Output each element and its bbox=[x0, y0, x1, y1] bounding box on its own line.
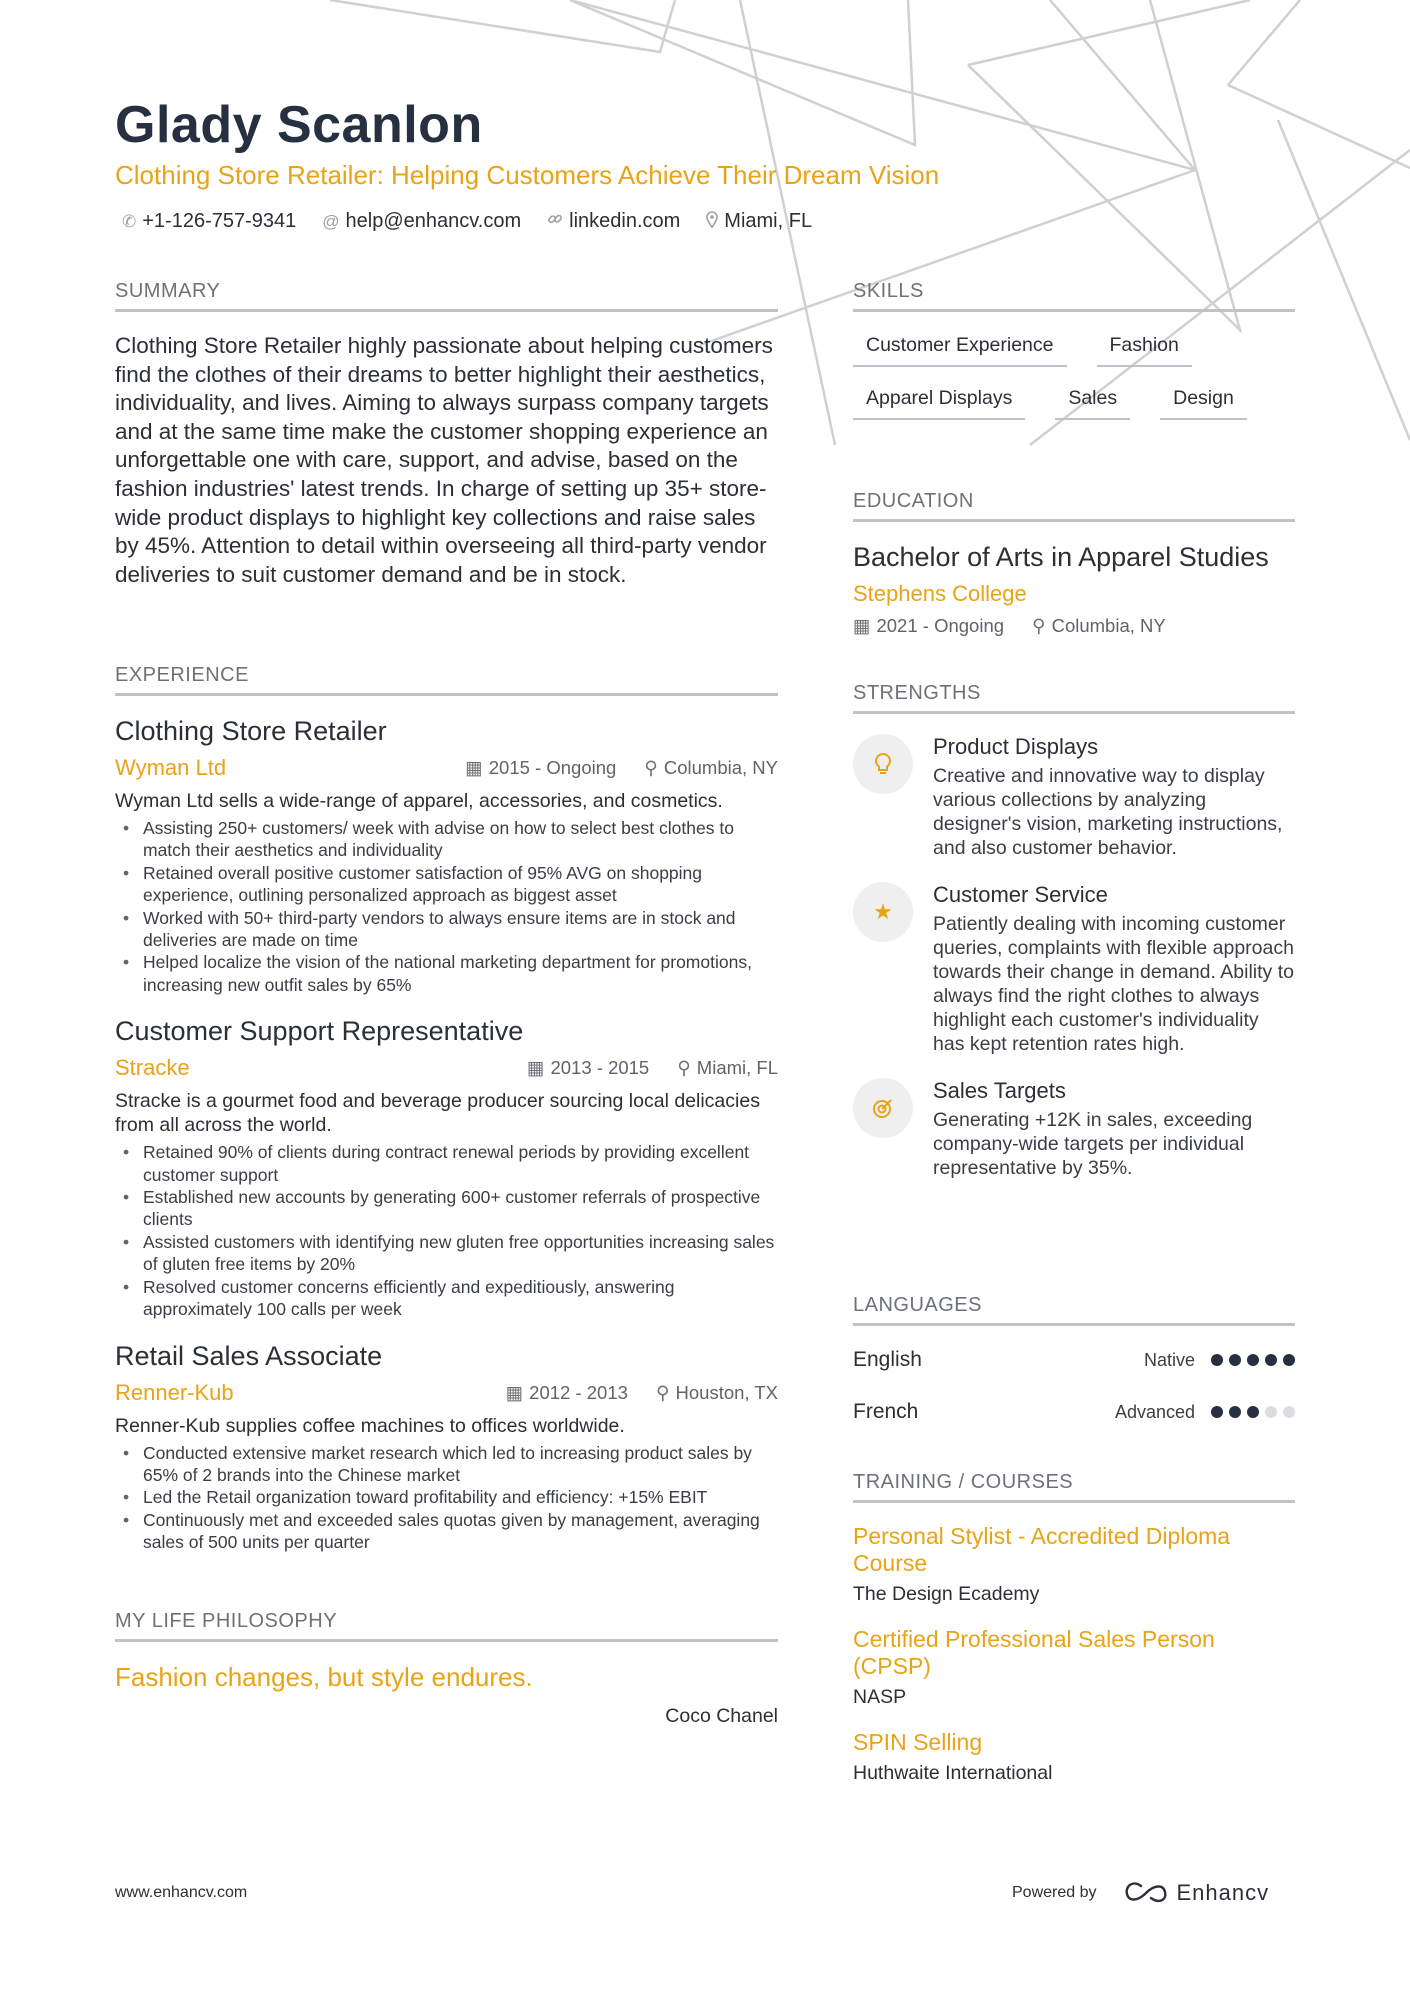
contact-email-text: help@enhancv.com bbox=[345, 210, 522, 232]
job-company: Renner-Kub bbox=[115, 1379, 234, 1405]
job-bullet: • Assisted customers with identifying new gluten free opportunities increasing sales of gluten free items by 20% bbox=[143, 1231, 778, 1276]
strength-item bbox=[853, 1078, 1295, 1180]
powered-by[interactable] bbox=[1012, 1880, 1269, 1906]
job-bullets bbox=[115, 1442, 778, 1554]
course-org: The Design Ecademy bbox=[853, 1583, 1040, 1605]
target-icon bbox=[853, 1078, 913, 1138]
location-pin-icon: ⚲ bbox=[1032, 615, 1046, 636]
job-bullet: • Resolved customer concerns efficiently and expeditiously, answering approximately 100 calls per week bbox=[143, 1276, 778, 1321]
rating-dot-filled bbox=[1229, 1354, 1241, 1366]
contact-email[interactable] bbox=[322, 210, 521, 233]
job-bullet: • Continuously met and exceeded sales quotas given by management, averaging sales of 500 units per quarter bbox=[143, 1509, 778, 1554]
skill-tag: Fashion bbox=[1097, 334, 1192, 367]
job-description: Wyman Ltd sells a wide-range of apparel, accessories, and cosmetics. bbox=[115, 790, 723, 812]
language-row bbox=[853, 1400, 1295, 1424]
job-entry bbox=[115, 1016, 778, 1320]
languages-heading: LANGUAGES bbox=[853, 1294, 1295, 1326]
rating-dot-filled bbox=[1247, 1406, 1259, 1418]
strength-description: Creative and innovative way to display various collections by analyzing designer's vision, marketing instructions, and also customer behavior. bbox=[933, 765, 1283, 859]
contact-location-text: Miami, FL bbox=[724, 210, 813, 232]
job-company: Wyman Ltd bbox=[115, 755, 227, 780]
course-title: Certified Professional Sales Person (CPSP) bbox=[853, 1626, 1215, 1679]
star-icon: ★ bbox=[853, 882, 913, 942]
at-icon: @ bbox=[322, 211, 340, 231]
job-title: Clothing Store Retailer bbox=[115, 716, 387, 746]
calendar-icon: ▦ bbox=[505, 1381, 524, 1403]
enhancv-logo-icon bbox=[1123, 1882, 1169, 1904]
skill-tag: Design bbox=[1160, 387, 1247, 420]
philosophy-author: Coco Chanel bbox=[665, 1705, 778, 1727]
language-name: French bbox=[853, 1400, 919, 1423]
strengths-section bbox=[853, 682, 1295, 1180]
job-bullets bbox=[115, 817, 778, 996]
powered-by-text: Powered by bbox=[1012, 1884, 1097, 1901]
lightbulb-icon bbox=[853, 734, 913, 794]
rating-dot-filled bbox=[1229, 1406, 1241, 1418]
contact-linkedin-text: linkedin.com bbox=[569, 210, 681, 232]
phone-icon: ✆ bbox=[122, 211, 137, 231]
strength-title: Sales Targets bbox=[933, 1078, 1066, 1103]
location-pin-icon bbox=[706, 211, 718, 233]
job-bullet: • Assisting 250+ customers/ week with advise on how to select best clothes to match their aesthetics and individuality bbox=[143, 817, 778, 862]
location-pin-icon: ⚲ bbox=[655, 1381, 670, 1403]
job-bullet: • Helped localize the vision of the national marketing department for promotions, increasing new outfit sales by 65% bbox=[143, 951, 778, 996]
contact-location bbox=[706, 210, 812, 233]
location-pin-icon: ⚲ bbox=[677, 1057, 691, 1079]
job-dates: 2012 - 2013 bbox=[529, 1381, 628, 1403]
candidate-tagline: Clothing Store Retailer: Helping Customers Achieve Their Dream Vision bbox=[115, 160, 940, 190]
contact-phone-text: +1-126-757-9341 bbox=[142, 210, 297, 232]
strength-title: Product Displays bbox=[933, 734, 1099, 759]
skills-heading: SKILLS bbox=[853, 280, 1295, 312]
job-bullet: • Conducted extensive market research which led to increasing product sales by 65% of 2 brands into the Chinese market bbox=[143, 1442, 778, 1487]
philosophy-section bbox=[115, 1610, 778, 1728]
rating-dot-filled bbox=[1265, 1354, 1277, 1366]
course-item bbox=[853, 1729, 1295, 1785]
philosophy-quote: Fashion changes, but style endures. bbox=[115, 1662, 533, 1692]
calendar-icon: ▦ bbox=[526, 1057, 545, 1079]
training-section bbox=[853, 1471, 1295, 1785]
language-rating bbox=[1211, 1354, 1295, 1366]
experience-section bbox=[115, 664, 778, 1554]
skill-tag: Sales bbox=[1055, 387, 1130, 420]
education-degree: Bachelor of Arts in Apparel Studies bbox=[853, 542, 1269, 572]
summary-text: Clothing Store Retailer highly passionate about helping customers find the clothes of their dreams to better highlight their aesthetics, individuality, and lives. Aiming to always surpass company targets and at the same time make the customer shopping experience an unforgettable one with care, support, and advise, based on the fashion industries' latest trends. In charge of setting up 35+ store-wide product displays to highlight key collections and raise sales by 45%. Attention to detail within overseeing all third-party vendor deliveries to suit customer demand and be in stock. bbox=[115, 333, 773, 587]
strength-item bbox=[853, 882, 1295, 1056]
course-title: SPIN Selling bbox=[853, 1729, 983, 1755]
education-dates: 2021 - Ongoing bbox=[876, 615, 1005, 636]
rating-dot-filled bbox=[1211, 1406, 1223, 1418]
strength-item bbox=[853, 734, 1295, 860]
job-bullet: • Retained overall positive customer satisfaction of 95% AVG on shopping experience, outlining personalized approach as biggest asset bbox=[143, 862, 778, 907]
skills-section bbox=[853, 280, 1295, 420]
language-level: Advanced bbox=[1114, 1401, 1195, 1422]
rating-dot-filled bbox=[1283, 1354, 1295, 1366]
language-row bbox=[853, 1348, 1295, 1372]
job-bullet: • Led the Retail organization toward profitability and efficiency: +15% EBIT bbox=[143, 1486, 778, 1508]
skill-tag: Customer Experience bbox=[853, 334, 1067, 367]
strength-description: Patiently dealing with incoming customer queries, complaints with flexible approach towards their change in demand. Ability to always find the right clothes to always highlight each customer's individuality has kept retention rates high. bbox=[933, 913, 1294, 1055]
summary-heading: SUMMARY bbox=[115, 280, 778, 312]
calendar-icon: ▦ bbox=[853, 615, 871, 636]
job-company: Stracke bbox=[115, 1055, 190, 1081]
summary-section bbox=[115, 280, 778, 589]
footer-url[interactable]: www.enhancv.com bbox=[115, 1884, 248, 1901]
course-org: NASP bbox=[853, 1686, 907, 1708]
location-pin-icon: ⚲ bbox=[644, 757, 658, 778]
job-dates: 2013 - 2015 bbox=[550, 1057, 650, 1079]
candidate-name: Glady Scanlon bbox=[115, 96, 483, 154]
rating-dot-filled bbox=[1247, 1354, 1259, 1366]
strength-title: Customer Service bbox=[933, 882, 1108, 907]
education-heading: EDUCATION bbox=[853, 490, 1295, 522]
philosophy-heading: MY LIFE PHILOSOPHY bbox=[115, 1610, 778, 1642]
education-school: Stephens College bbox=[853, 581, 1027, 606]
job-bullets bbox=[115, 1141, 778, 1320]
job-location: Miami, FL bbox=[696, 1057, 778, 1079]
job-bullet: • Retained 90% of clients during contract renewal periods by providing excellent customer support bbox=[143, 1141, 778, 1186]
languages-section bbox=[853, 1294, 1295, 1424]
link-icon bbox=[547, 211, 563, 232]
course-org: Huthwaite International bbox=[853, 1762, 1053, 1784]
rating-dot-empty bbox=[1283, 1406, 1295, 1418]
job-entry bbox=[115, 716, 778, 996]
training-heading: TRAINING / COURSES bbox=[853, 1471, 1295, 1503]
contact-bar bbox=[122, 210, 812, 233]
language-level: Native bbox=[1143, 1349, 1195, 1370]
education-section bbox=[853, 490, 1295, 637]
course-title: Personal Stylist - Accredited Diploma Course bbox=[853, 1523, 1231, 1576]
strength-description: Generating +12K in sales, exceeding company-wide targets per individual representative by 35%. bbox=[933, 1109, 1253, 1179]
job-location: Columbia, NY bbox=[663, 757, 778, 778]
contact-phone[interactable] bbox=[122, 210, 296, 233]
rating-dot-filled bbox=[1211, 1354, 1223, 1366]
job-description: Renner-Kub supplies coffee machines to offices worldwide. bbox=[115, 1414, 625, 1437]
language-rating bbox=[1211, 1406, 1295, 1418]
job-title: Retail Sales Associate bbox=[115, 1340, 383, 1371]
enhancv-brand: Enhancv bbox=[1176, 1880, 1270, 1905]
rating-dot-empty bbox=[1265, 1406, 1277, 1418]
job-bullet: • Established new accounts by generating 600+ customer referrals of prospective clients bbox=[143, 1186, 778, 1231]
job-title: Customer Support Representative bbox=[115, 1016, 524, 1047]
calendar-icon: ▦ bbox=[465, 757, 483, 778]
contact-linkedin[interactable] bbox=[547, 210, 680, 233]
job-dates: 2015 - Ongoing bbox=[488, 757, 617, 778]
experience-heading: EXPERIENCE bbox=[115, 664, 778, 696]
job-description: Stracke is a gourmet food and beverage producer sourcing local delicacies from all across the world. bbox=[115, 1090, 760, 1137]
strengths-heading: STRENGTHS bbox=[853, 682, 1295, 714]
job-bullet: • Worked with 50+ third-party vendors to always ensure items are in stock and deliveries are made on time bbox=[143, 907, 778, 952]
course-item bbox=[853, 1523, 1295, 1606]
education-location: Columbia, NY bbox=[1051, 615, 1166, 636]
skill-tag: Apparel Displays bbox=[853, 387, 1025, 420]
course-item bbox=[853, 1626, 1295, 1709]
skills-list bbox=[853, 334, 1293, 420]
job-location: Houston, TX bbox=[675, 1381, 778, 1403]
job-entry bbox=[115, 1341, 778, 1554]
language-name: English bbox=[853, 1348, 922, 1371]
